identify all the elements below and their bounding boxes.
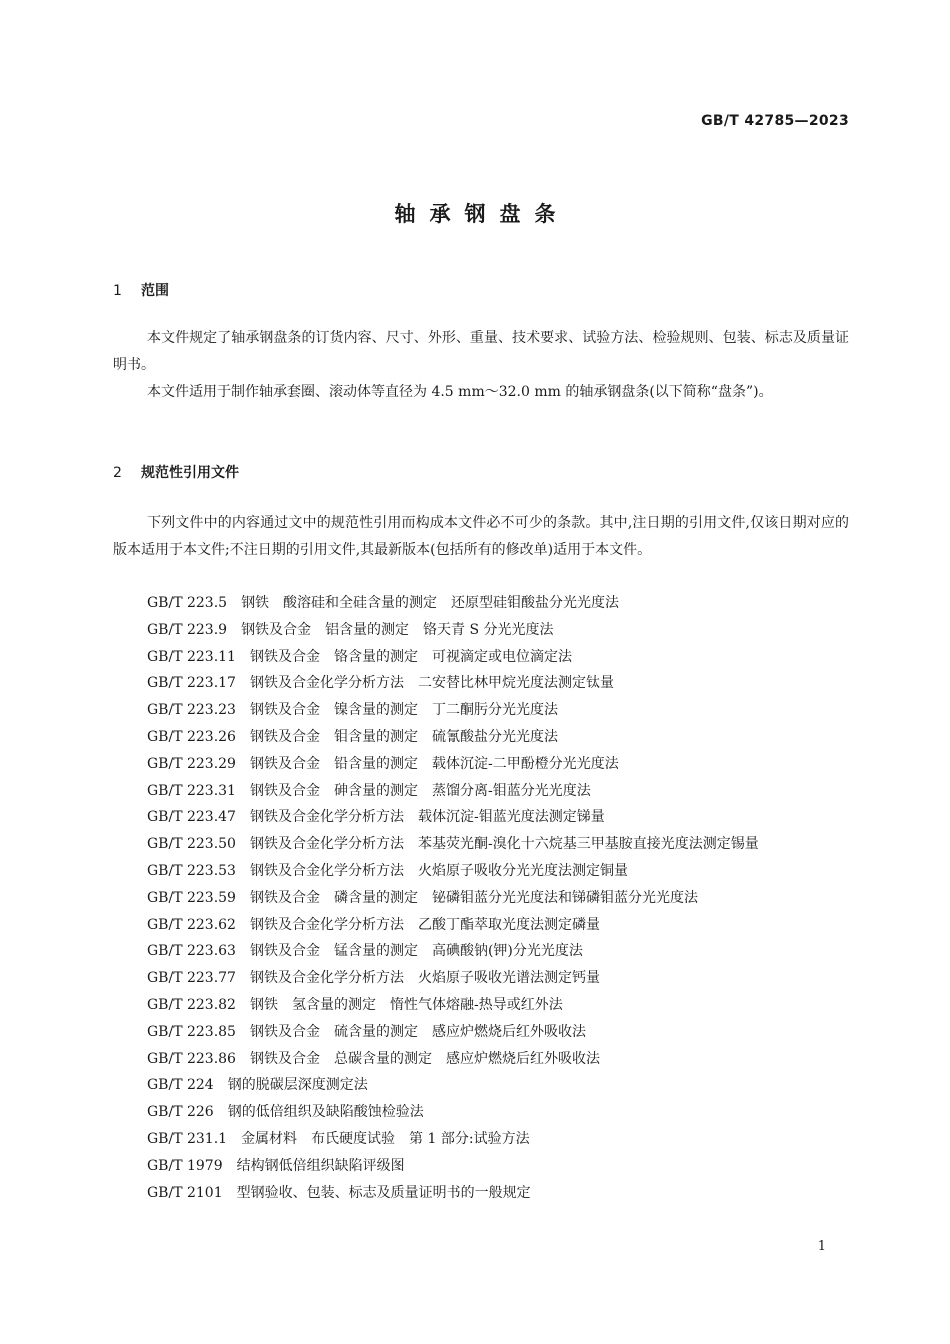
reference-item — [113, 778, 849, 805]
reference-code: GB/T 223.23 — [147, 702, 236, 719]
reference-item — [113, 992, 849, 1019]
reference-code: GB/T 223.86 — [147, 1050, 236, 1067]
reference-item — [113, 724, 849, 751]
section-title: 规范性引用文件 — [141, 465, 239, 481]
reference-item — [113, 938, 849, 965]
reference-code: GB/T 223.62 — [147, 916, 236, 933]
reference-title: 钢铁及合金 铬含量的测定 可视滴定或电位滴定法 — [249, 648, 572, 665]
reference-item — [113, 1072, 849, 1099]
reference-item — [113, 1180, 849, 1207]
section-heading-normative-references — [113, 462, 239, 482]
section-number: 1 — [113, 283, 122, 299]
reference-item — [113, 912, 849, 939]
reference-code: GB/T 223.17 — [147, 675, 236, 692]
reference-title: 钢铁及合金 铅含量的测定 载体沉淀-二甲酚橙分光光度法 — [249, 755, 619, 772]
reference-item — [113, 1153, 849, 1180]
reference-item — [113, 1046, 849, 1073]
reference-title: 钢铁及合金 总碳含量的测定 感应炉燃烧后红外吸收法 — [249, 1050, 600, 1067]
reference-item — [113, 697, 849, 724]
reference-title: 钢铁及合金化学分析方法 乙酸丁酯萃取光度法测定磷量 — [249, 916, 600, 933]
reference-code: GB/T 223.82 — [147, 996, 236, 1013]
reference-item — [113, 590, 849, 617]
reference-code: GB/T 223.26 — [147, 728, 236, 745]
reference-item — [113, 1019, 849, 1046]
reference-title: 钢铁及合金化学分析方法 二安替比林甲烷光度法测定钛量 — [249, 675, 614, 692]
reference-title: 钢铁及合金 砷含量的测定 蒸馏分离-钼蓝分光光度法 — [249, 782, 591, 799]
scope-paragraph-2: 本文件适用于制作轴承套圈、滚动体等直径为 4.5 mm～32.0 mm 的轴承钢盘条(以下简称“盘条”)。 — [147, 384, 773, 400]
page-number: 1 — [817, 1239, 826, 1254]
reference-item — [113, 670, 849, 697]
reference-code: GB/T 223.85 — [147, 1023, 236, 1040]
reference-title: 钢铁及合金 磷含量的测定 铋磷钼蓝分光光度法和锑磷钼蓝分光光度法 — [249, 889, 698, 906]
reference-title: 钢铁及合金 钼含量的测定 硫氰酸盐分光光度法 — [249, 728, 558, 745]
reference-title: 钢铁及合金 镍含量的测定 丁二酮肟分光光度法 — [249, 702, 558, 719]
reference-title: 钢的低倍组织及缺陷酸蚀检验法 — [227, 1104, 424, 1121]
reference-code: GB/T 2101 — [147, 1184, 223, 1201]
reference-code: GB/T 223.63 — [147, 943, 236, 960]
reference-title: 钢铁 氢含量的测定 惰性气体熔融-热导或红外法 — [249, 996, 563, 1013]
reference-list — [113, 590, 849, 1206]
reference-code: GB/T 223.77 — [147, 970, 236, 987]
reference-item — [113, 858, 849, 885]
reference-item — [113, 1126, 849, 1153]
reference-title: 钢铁及合金 硫含量的测定 感应炉燃烧后红外吸收法 — [249, 1023, 586, 1040]
reference-code: GB/T 223.9 — [147, 621, 228, 638]
reference-item — [113, 617, 849, 644]
reference-code: GB/T 223.31 — [147, 782, 236, 799]
reference-code: GB/T 224 — [147, 1077, 214, 1094]
reference-code: GB/T 223.11 — [147, 648, 236, 665]
reference-item — [113, 644, 849, 671]
reference-title: 钢铁及合金 锰含量的测定 高碘酸钠(钾)分光光度法 — [249, 943, 583, 960]
reference-item — [113, 831, 849, 858]
reference-item — [113, 885, 849, 912]
reference-title: 钢铁及合金 铝含量的测定 铬天青 S 分光光度法 — [241, 621, 554, 638]
reference-code: GB/T 223.59 — [147, 889, 236, 906]
references-intro-paragraph: 下列文件中的内容通过文中的规范性引用而构成本文件必不可少的条款。其中,注日期的引用文件,仅该日期对应的版本适用于本文件;不注日期的引用文件,其最新版本(包括所有的修改单)适用于本文件。 — [113, 515, 849, 558]
reference-code: GB/T 226 — [147, 1104, 214, 1121]
reference-code: GB/T 223.5 — [147, 595, 228, 611]
reference-code: GB/T 223.29 — [147, 755, 236, 772]
section-title: 范围 — [141, 283, 169, 299]
reference-title: 型钢验收、包装、标志及质量证明书的一般规定 — [236, 1184, 531, 1201]
reference-code: GB/T 231.1 — [147, 1130, 228, 1147]
reference-title: 钢铁及合金化学分析方法 火焰原子吸收分光光度法测定铜量 — [249, 862, 628, 879]
reference-title: 钢铁及合金化学分析方法 火焰原子吸收光谱法测定钙量 — [249, 970, 600, 987]
reference-item — [113, 804, 849, 831]
reference-item — [113, 1099, 849, 1126]
reference-title: 钢铁及合金化学分析方法 苯基荧光酮-溴化十六烷基三甲基胺直接光度法测定锡量 — [249, 836, 759, 853]
reference-code: GB/T 223.53 — [147, 862, 236, 879]
reference-title: 结构钢低倍组织缺陷评级图 — [236, 1157, 405, 1174]
reference-item — [113, 751, 849, 778]
reference-code: GB/T 223.50 — [147, 836, 236, 853]
reference-title: 钢的脱碳层深度测定法 — [227, 1077, 368, 1094]
reference-title: 金属材料 布氏硬度试验 第 1 部分:试验方法 — [241, 1130, 530, 1147]
reference-item — [113, 965, 849, 992]
document-title: 轴承钢盘条 — [394, 202, 570, 226]
reference-code: GB/T 1979 — [147, 1157, 223, 1174]
reference-title: 钢铁 酸溶硅和全硅含量的测定 还原型硅钼酸盐分光光度法 — [241, 595, 620, 611]
section-heading-scope — [113, 280, 169, 300]
scope-paragraph-1: 本文件规定了轴承钢盘条的订货内容、尺寸、外形、重量、技术要求、试验方法、检验规则、包装、标志及质量证明书。 — [113, 330, 849, 373]
reference-code: GB/T 223.47 — [147, 809, 236, 826]
section-number: 2 — [113, 465, 122, 481]
standard-number: GB/T 42785—2023 — [701, 113, 849, 129]
reference-title: 钢铁及合金化学分析方法 载体沉淀-钼蓝光度法测定锑量 — [249, 809, 605, 826]
